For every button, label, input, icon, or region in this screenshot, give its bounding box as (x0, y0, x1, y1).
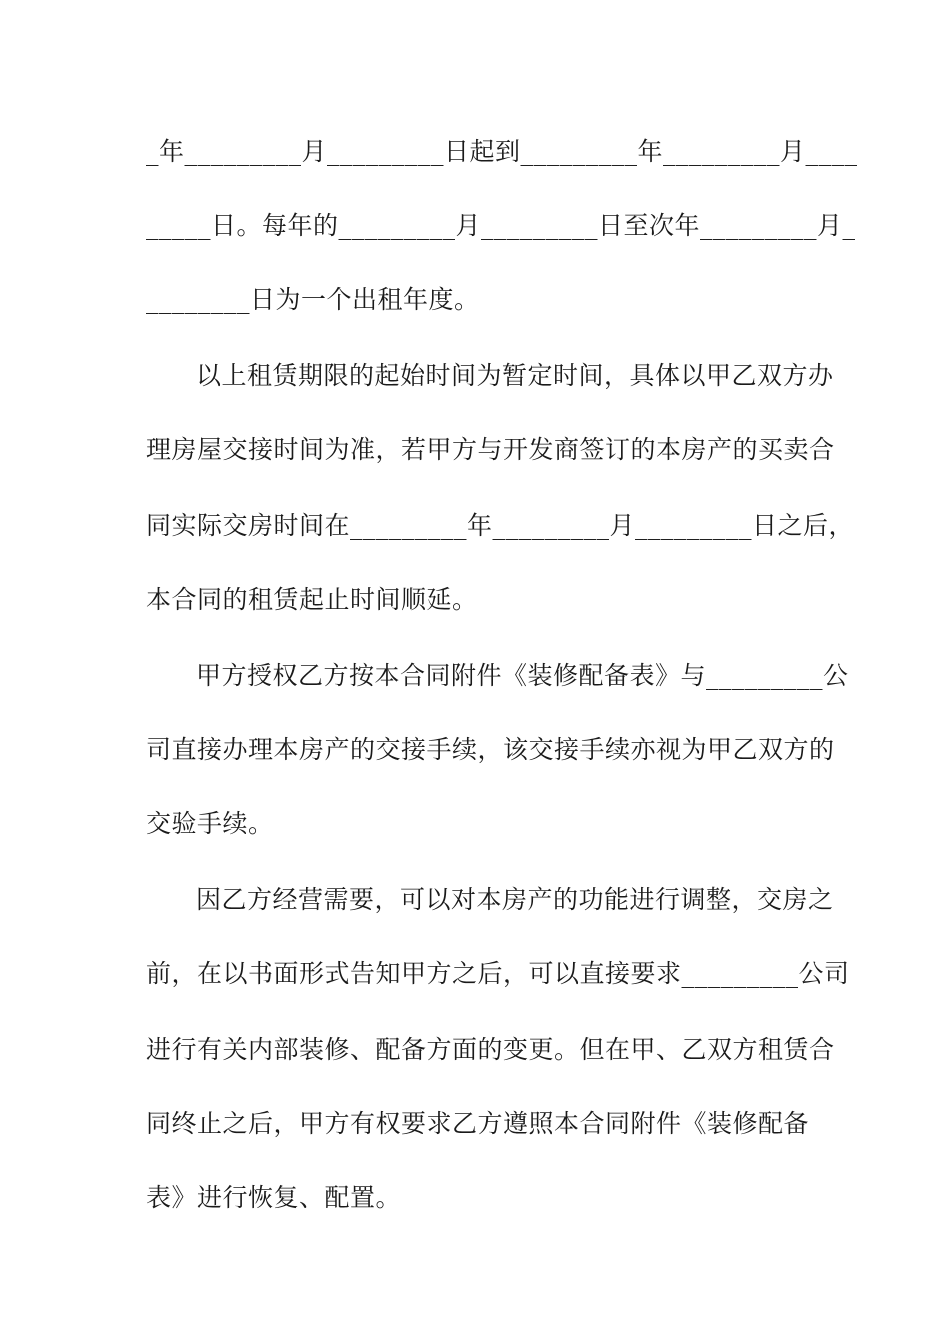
text-line: 进行有关内部装修、配备方面的变更。但在甲、乙双方租赁合 (146, 1035, 835, 1064)
text-line: 司直接办理本房产的交接手续，该交接手续亦视为甲乙双方的 (146, 735, 835, 764)
text-line: 交验手续。 (146, 809, 274, 838)
paragraph-start-line: 因乙方经营需要，可以对本房产的功能进行调整，交房之 (196, 885, 834, 914)
text-line: 表》进行恢复、配置。 (146, 1183, 402, 1212)
text-line: 同终止之后，甲方有权要求乙方遵照本合同附件《装修配备 (146, 1109, 810, 1138)
text-line: _年_________月_________日起到_________年_________月____ (146, 137, 858, 166)
paragraph-start-line: 以上租赁期限的起始时间为暂定时间，具体以甲乙双方办 (196, 361, 834, 390)
text-line: ________日为一个出租年度。 (146, 285, 480, 314)
text-line: 同实际交房时间在_________年_________月_________日之后， (146, 511, 855, 540)
text-line: 前，在以书面形式告知甲方之后，可以直接要求_________公司 (146, 959, 850, 988)
text-line: 本合同的租赁起止时间顺延。 (146, 585, 478, 614)
paragraph-start-line: 甲方授权乙方按本合同附件《装修配备表》与_________公 (196, 661, 849, 690)
text-line: _____日。每年的_________月_________日至次年_________月_ (146, 211, 856, 240)
text-line: 理房屋交接时间为准，若甲方与开发商签订的本房产的买卖合 (146, 435, 835, 464)
